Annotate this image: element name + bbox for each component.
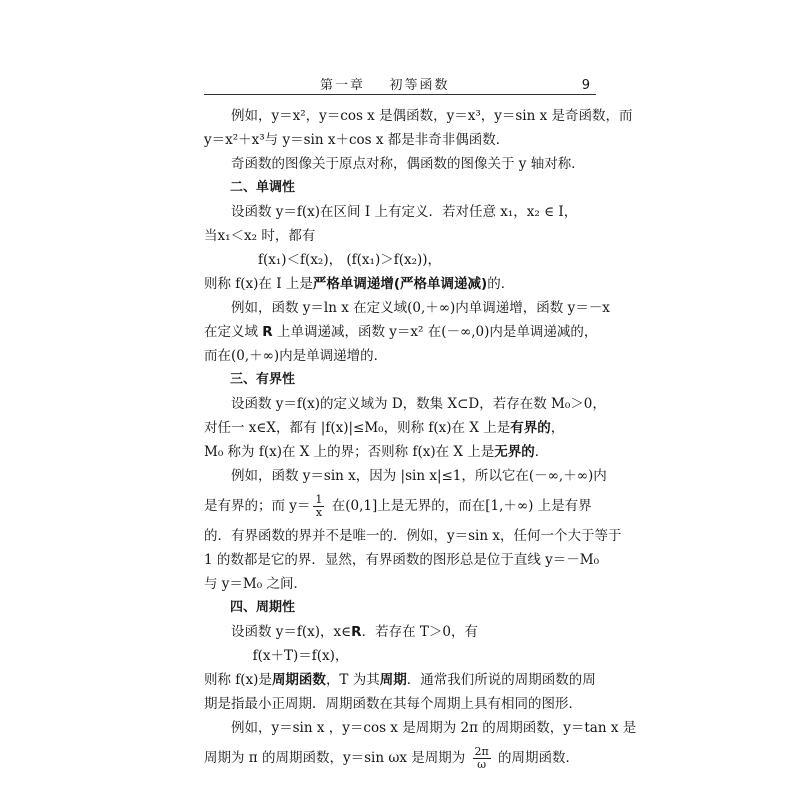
paragraph-monotonic-def-1: 设函数 y＝f(x)在区间 I 上有定义．若对任意 x₁，x₂ ∈ I， (231, 204, 578, 220)
term-periodic-function: 周期函数 (271, 672, 326, 688)
paragraph-even-odd-examples-2: y＝x²＋x³与 y＝sin x＋cos x 都是非奇非偶函数． (204, 132, 510, 148)
paragraph-bounded-def-1: 设函数 y＝f(x)的定义域为 D，数集 X⊂D，若存在数 M₀＞0， (231, 396, 606, 412)
section-heading-periodicity: 四、周期性 (230, 600, 296, 615)
paragraph-monotonic-example-2: 在定义域 R 上单调递减，函数 y＝x² 在(－∞,0)内是单调递减的， (204, 324, 598, 340)
paragraph-monotonic-def-2: 当x₁＜x₂ 时，都有 (204, 228, 316, 244)
fraction-2pi-over-omega: $\frac{2\pi}{\omega}$ (474, 745, 489, 771)
paragraph-periodic-def-3: 期是指最小正周期．周期函数在其每个周期上具有相同的图形． (204, 696, 582, 712)
paragraph-bounded-example-2: 是有界的；而 y＝ $\frac{1}{x}$ 在(0,1]上是无界的，而在[1,＋∞) 上是有界 (204, 493, 592, 519)
paragraph-bounded-def-3: M₀ 称为 f(x)在 X 上的界；否则称 f(x)在 X 上是无界的． (204, 444, 549, 460)
paragraph-monotonic-example-1: 例如，函数 y＝ln x 在定义域(0,＋∞)内单调递增，函数 y＝－x (231, 300, 610, 316)
section-heading-boundedness: 三、有界性 (230, 372, 296, 387)
chapter-title: 第一章 初等函数 (320, 78, 450, 93)
paragraph-periodic-example-2: 周期为 π 的周期函数，y＝sin ωx 是周期为 $\frac{2\pi}{\omega}$ 的周期函数． (204, 745, 580, 771)
paragraph-periodic-def-2: 则称 f(x)是周期函数，T 为其周期．通常我们所说的周期函数的周 (204, 672, 596, 688)
paragraph-periodic-def-1: 设函数 y＝f(x)，x∈R．若存在 T＞0，有 (231, 624, 478, 640)
section-heading-monotonicity: 二、单调性 (230, 180, 296, 195)
page-body (204, 104, 637, 776)
paragraph-periodic-example-1: 例如，y＝sin x ，y＝cos x 是周期为 2π 的周期函数，y＝tan x 是 (231, 720, 637, 736)
paragraph-monotonic-def-3: 则称 f(x)在 I 上是严格单调递增(严格单调递减)的． (204, 276, 515, 292)
paragraph-symmetry: 奇函数的图像关于原点对称，偶函数的图像关于 y 轴对称． (231, 156, 585, 172)
term-period: 周期 (379, 672, 407, 688)
paragraph-bounded-def-2: 对任一 x∈X，都有 |f(x)|≤M₀，则称 f(x)在 X 上是有界的， (204, 420, 565, 436)
periodic-formula: f(x＋T)＝f(x)， (252, 648, 349, 664)
paragraph-even-odd-examples-1: 例如，y＝x²，y＝cos x 是偶函数，y＝x³，y＝sin x 是奇函数，而 (231, 108, 633, 124)
term-strictly-monotonic: 严格单调递增(严格单调递减) (312, 276, 488, 292)
paragraph-bounded-example-4: 1 的数都是它的界．显然，有界函数的图形总是位于直线 y＝－M₀ (204, 552, 600, 568)
book-page (204, 74, 637, 771)
term-unbounded: 无界的 (494, 444, 535, 460)
running-header (204, 74, 596, 95)
paragraph-monotonic-example-3: 而在(0,＋∞)内是单调递增的． (204, 348, 388, 364)
term-bounded: 有界的 (510, 420, 551, 436)
monotonic-inequality-formula: f(x₁)＜f(x₂)， (f(x₁)＞f(x₂))， (258, 252, 442, 268)
fraction-one-over-x: $\frac{1}{x}$ (315, 493, 323, 519)
page-number: 9 (581, 78, 590, 93)
paragraph-bounded-example-5: 与 y＝M₀ 之间． (204, 576, 307, 592)
paragraph-bounded-example-1: 例如，函数 y＝sin x，因为 |sin x|≤1，所以它在(－∞,＋∞)内 (231, 468, 607, 484)
paragraph-bounded-example-3: 的．有界函数的界并不是唯一的．例如，y＝sin x，任何一个大于等于 (204, 528, 622, 544)
